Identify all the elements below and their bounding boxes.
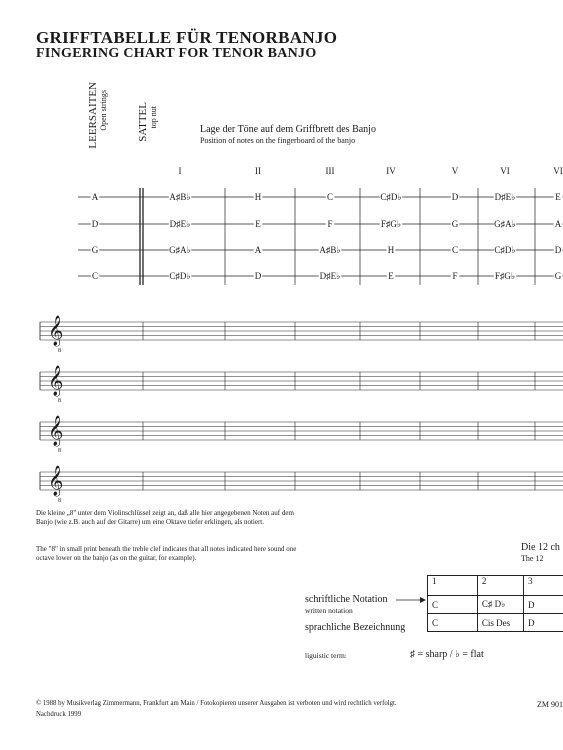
fret-note: F [452,271,458,281]
fret-note: H [387,245,395,255]
table-header: 2 [477,576,523,596]
fret-note: G♯A♭ [169,245,191,255]
open-string-note: D [91,219,99,229]
fret-note: A♯B♭ [169,192,191,202]
staff [40,415,563,454]
fret-note: G♯A♭ [494,219,516,229]
octave-marker: 8 [58,498,61,504]
twelve-heading: Die 12 ch [521,542,560,553]
fret-note: D♯E♭ [494,192,516,202]
fret-note: D [451,192,459,202]
clef-note-en: The "8" in small print beneath the treble clef indicates that all notes indicated here sound one octave lower on the banjo (as on the guitar, for example). [36,545,297,562]
page-subtitle: FINGERING CHART FOR TENOR BANJO [36,46,317,61]
staff [40,465,563,504]
fret-note: C♯D♭ [169,271,191,281]
open-string-note: G [91,245,99,255]
fret-number: I [178,166,182,176]
fret-note: D [554,245,562,255]
fret-number: III [325,166,335,176]
linguistic-term-label: liguistic term: [305,651,347,660]
fret-note: C♯D♭ [494,245,516,255]
staff [40,315,563,354]
fret-note: C [326,192,334,202]
fret-number: VI [500,166,510,176]
fret-note: C♯D♭ [380,192,402,202]
fret-note: C [451,245,459,255]
notation-table [427,575,563,632]
position-heading: Lage der Töne auf dem Griffbrett des Banjo [200,124,376,135]
fret-note: F♯G♭ [380,219,402,229]
copyright-notice: © 1988 by Musikverlag Zimmermann, Frankfurt am Main / Fotokopieren unserer Ausgaben ist verboten und wird rechtlich verfolgt. [36,700,397,707]
written-notation-label-en: written notation [305,606,353,615]
octave-marker: 8 [58,448,61,454]
table-cell: D [524,614,563,632]
table-cell: D [524,596,563,614]
treble-clef-icon: 𝄞 [48,416,64,446]
open-strings-label: LEERSAITEN [87,82,99,149]
open-string-note: C [91,271,99,281]
fret-note: D♯E♭ [319,271,341,281]
catalog-number: ZM 901 [537,700,563,709]
staves [40,315,563,504]
treble-clef-icon: 𝄞 [48,366,64,396]
fret-note: A [254,245,262,255]
fret-note: E [388,271,394,281]
spoken-term-label: sprachliche Bezeichnung [305,622,406,633]
twelve-heading-en: The 12 [521,554,544,563]
treble-clef-icon: 𝄞 [48,466,64,496]
staff [40,365,563,404]
fret-number: VI [553,166,563,176]
fret-note: A [554,219,562,229]
position-heading-en: Position of notes on the fingerboard of the banjo [200,136,356,145]
octave-marker: 8 [58,398,61,404]
written-notation-label: schriftliche Notation [305,594,388,605]
fret-note: G [554,271,562,281]
reprint-notice: Nachdruck 1999 [36,711,82,718]
page-title: GRIFFTABELLE FÜR TENORBANJO [36,28,338,47]
fret-note: H [254,192,262,202]
fret-number: II [255,166,261,176]
fret-note: D [254,271,262,281]
top-nut-label: SATTEL [137,102,149,142]
fret-number: IV [386,166,396,176]
treble-clef-icon: 𝄞 [48,316,64,346]
fret-note: E [255,219,261,229]
fret-number: V [451,166,459,176]
table-cell: C [428,614,478,632]
table-cell: C [428,596,478,614]
sharp-flat-legend: ♯ = sharp / ♭ = flat [410,649,484,660]
table-cell: Cis Des [477,614,523,632]
fret-note: D♯E♭ [169,219,191,229]
fret-note: F♯G♭ [494,271,516,281]
table-header: 3 [524,576,563,596]
table-cell: C♯ D♭ [477,596,523,614]
open-strings-label-en: Open strings [99,90,108,131]
fret-note: G [451,219,459,229]
fret-note: A♯B♭ [319,245,341,255]
top-nut-label-en: top nut [149,106,158,129]
open-string-note: A [91,192,99,202]
fret-note: E [555,192,561,202]
table-header: 1 [428,576,478,596]
octave-marker: 8 [58,348,61,354]
fret-note: F [327,219,333,229]
clef-note-de: Die kleine „8" unter dem Violinschlüssel zeigt an, daß alle hier angegebenen Noten auf dem Banjo (wie z.B. auch auf der Gitarre) um eine Oktave tiefer erklingen, als notiert. [36,509,294,526]
